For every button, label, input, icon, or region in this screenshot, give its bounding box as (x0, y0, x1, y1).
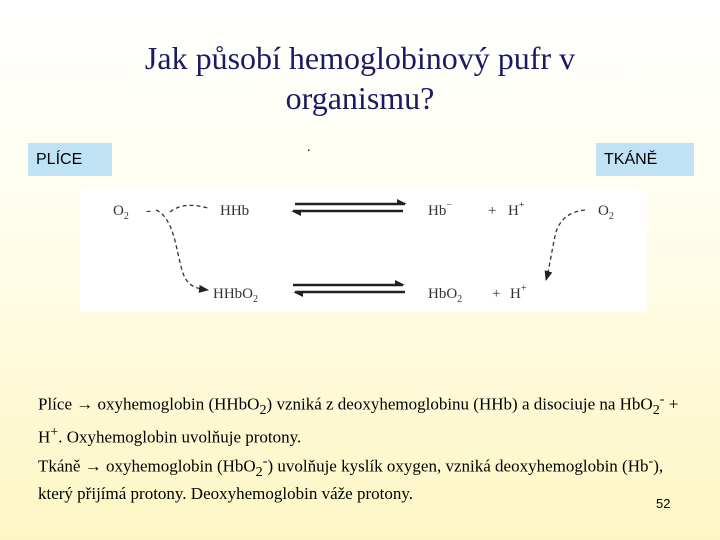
top-dash: - (146, 203, 151, 219)
reaction-svg (80, 190, 647, 312)
label-tissues: TKÁNĚ (596, 143, 694, 176)
left-curved-arrow-top (170, 205, 208, 212)
top-o2: $O_2$ (113, 203, 129, 222)
left-curved-arrow-down (156, 210, 208, 290)
bottom-hhbo2: HHbO$_2$ (213, 286, 258, 305)
top-hb: Hb− (428, 200, 452, 219)
title-line-2: organismu? (285, 80, 435, 116)
bottom-hbo2: HbO$_2$ (428, 286, 463, 305)
bottom-back-arrowhead (293, 292, 303, 297)
top-back-arrowhead (291, 211, 301, 216)
top-h: H+ (508, 200, 525, 219)
top-right-o2: $O_2$ (598, 203, 614, 222)
bottom-plus: + (492, 286, 501, 302)
bottom-forward-arrowhead (395, 280, 405, 285)
reaction-diagram (80, 190, 647, 312)
bottom-h: H+ (510, 283, 527, 302)
paragraph-tissues: Tkáně → oxyhemoglobin (HbO$_2$-) uvolňuje kyslík oxygen, vzniká deoxyhemoglobin (Hb-), který přijímá protony. Deoxyhemoglobin váže protony. (38, 453, 664, 504)
stray-dot: . (307, 140, 311, 155)
top-hhb: HHb (220, 203, 250, 219)
right-curved-arrow (546, 210, 585, 280)
label-lungs: PLÍCE (28, 143, 112, 176)
title-line-1: Jak působí hemoglobinový pufr v (144, 40, 576, 76)
paragraph-lungs: Plíce → oxyhemoglobin (HHbO$_2$) vzniká z deoxyhemoglobinu (HHb) a disociuje na HbO$_2$- + H+. Oxyhemoglobin uvolňuje protony. (38, 391, 679, 447)
top-plus: + (488, 203, 497, 219)
top-forward-arrowhead (397, 199, 407, 204)
page-number: 52 (656, 496, 671, 511)
slide-title (60, 38, 660, 118)
